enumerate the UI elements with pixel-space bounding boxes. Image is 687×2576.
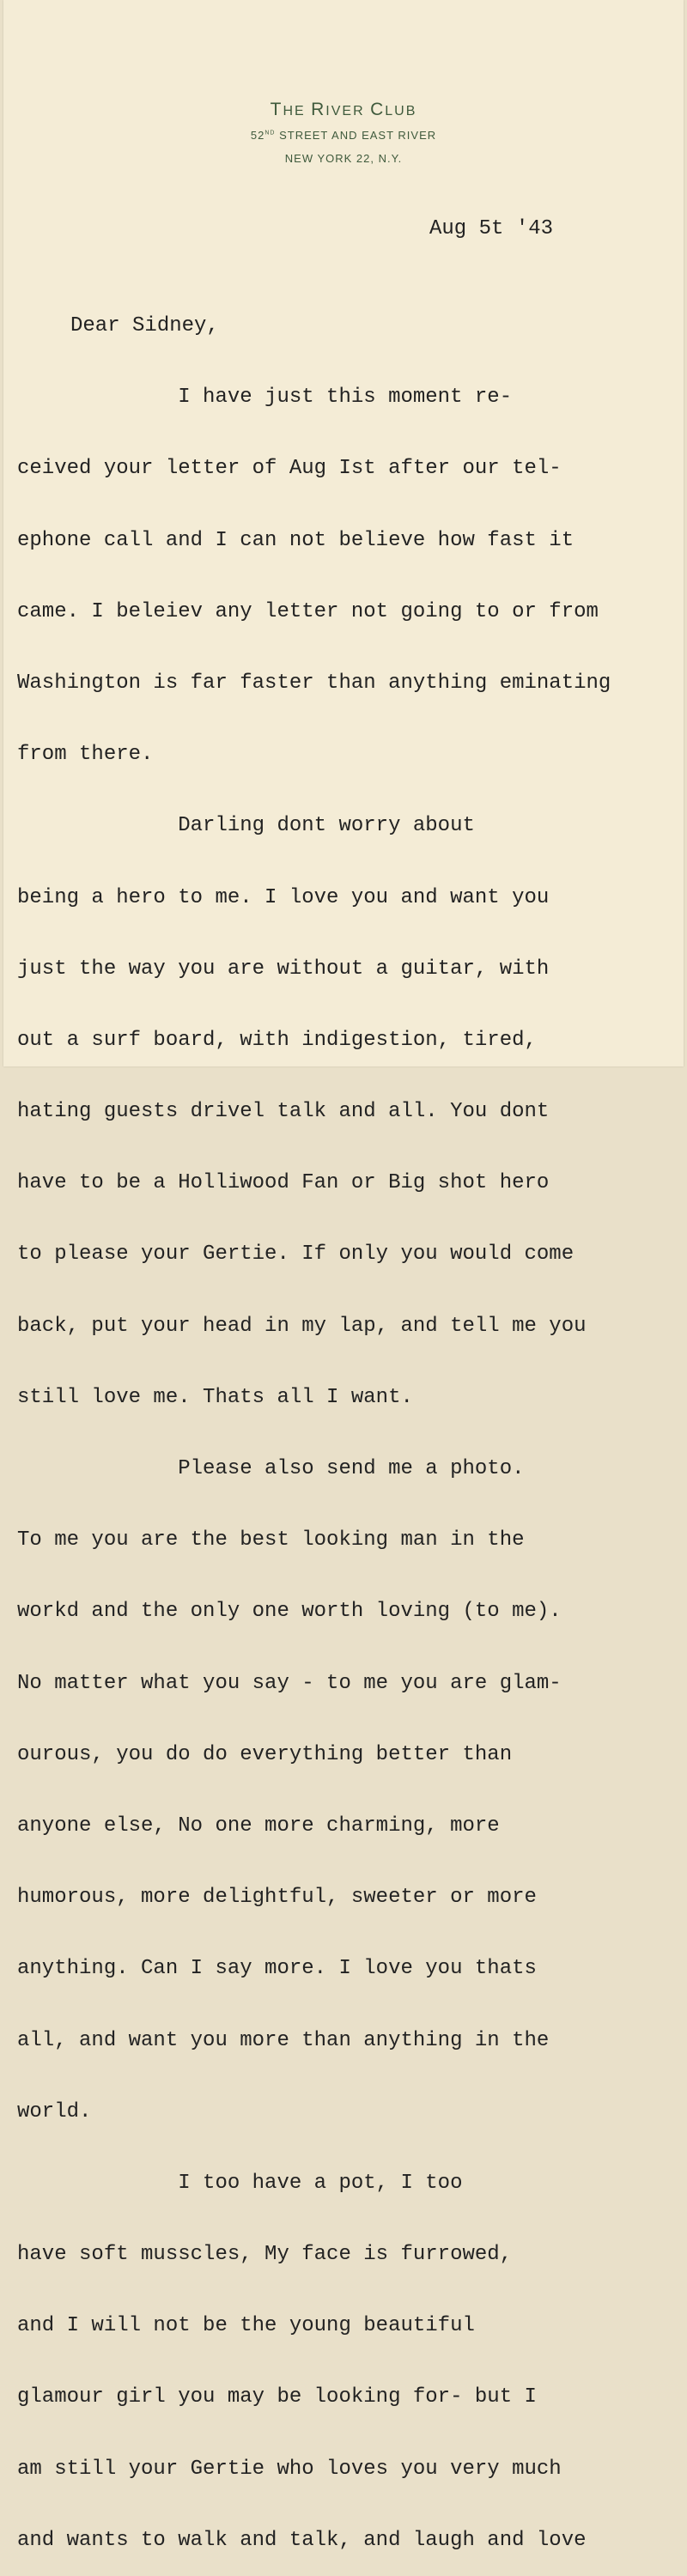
- letter-date: Aug 5t '43: [429, 217, 554, 240]
- letter-body: [17, 266, 611, 2576]
- body-line: from there.: [17, 743, 154, 767]
- body-line: have to be a Holliwood Fan or Big shot hero: [17, 1171, 550, 1195]
- body-line: all, and want you more than anything in the: [17, 2028, 550, 2052]
- body-line: and wants to walk and talk, and laugh and love: [17, 2528, 587, 2552]
- body-line: Washington is far faster than anything eminating: [17, 671, 611, 695]
- body-line: hating guests drivel talk and all. You dont: [17, 1100, 550, 1124]
- salutation: Dear Sidney,: [70, 314, 219, 337]
- body-line: out a surf board, with indigestion, tired,: [17, 1028, 537, 1052]
- body-line: anyone else, No one more charming, more: [17, 1814, 500, 1838]
- body-line: world.: [17, 2099, 92, 2123]
- letterhead-club-name: THE RIVER CLUB: [270, 100, 417, 119]
- body-line: still love me. Thats all I want.: [17, 1385, 413, 1409]
- body-line: have soft musscles, My face is furrowed,: [17, 2243, 513, 2267]
- body-line: Please also send me a photo.: [17, 1457, 525, 1480]
- body-line: back, put your head in my lap, and tell me you: [17, 1314, 587, 1338]
- body-line: glamour girl you may be looking for- but I: [17, 2385, 537, 2409]
- body-line: humorous, more delightful, sweeter or more: [17, 1886, 537, 1910]
- body-line: came. I beleiev any letter not going to or from: [17, 599, 599, 623]
- body-line: to please your Gertie. If only you would come: [17, 1242, 575, 1267]
- letterhead-street: 52ND STREET AND EAST RIVER: [250, 129, 437, 142]
- body-line: ourous, you do do everything better than: [17, 1742, 513, 1766]
- body-line: just the way you are without a guitar, with: [17, 957, 550, 981]
- letterhead-city: NEW YORK 22, N.Y.: [284, 152, 403, 165]
- body-line: and I will not be the young beautiful: [17, 2314, 475, 2338]
- body-line: To me you are the best looking man in the: [17, 1528, 525, 1552]
- body-line: I too have a pot, I too: [17, 2171, 463, 2195]
- body-line: ceived your letter of Aug Ist after our tel-: [17, 457, 562, 481]
- body-line: I have just this moment re-: [17, 386, 513, 410]
- body-line: Darling dont worry about: [17, 814, 475, 838]
- body-line: anything. Can I say more. I love you thats: [17, 1957, 537, 1981]
- body-line: No matter what you say - to me you are glam-: [17, 1671, 562, 1695]
- body-line: ephone call and I can not believe how fast it: [17, 528, 575, 552]
- body-line: being a hero to me. I love you and want you: [17, 885, 550, 909]
- body-line: am still your Gertie who loves you very much: [17, 2457, 562, 2481]
- body-line: workd and the only one worth loving (to me).: [17, 1600, 562, 1624]
